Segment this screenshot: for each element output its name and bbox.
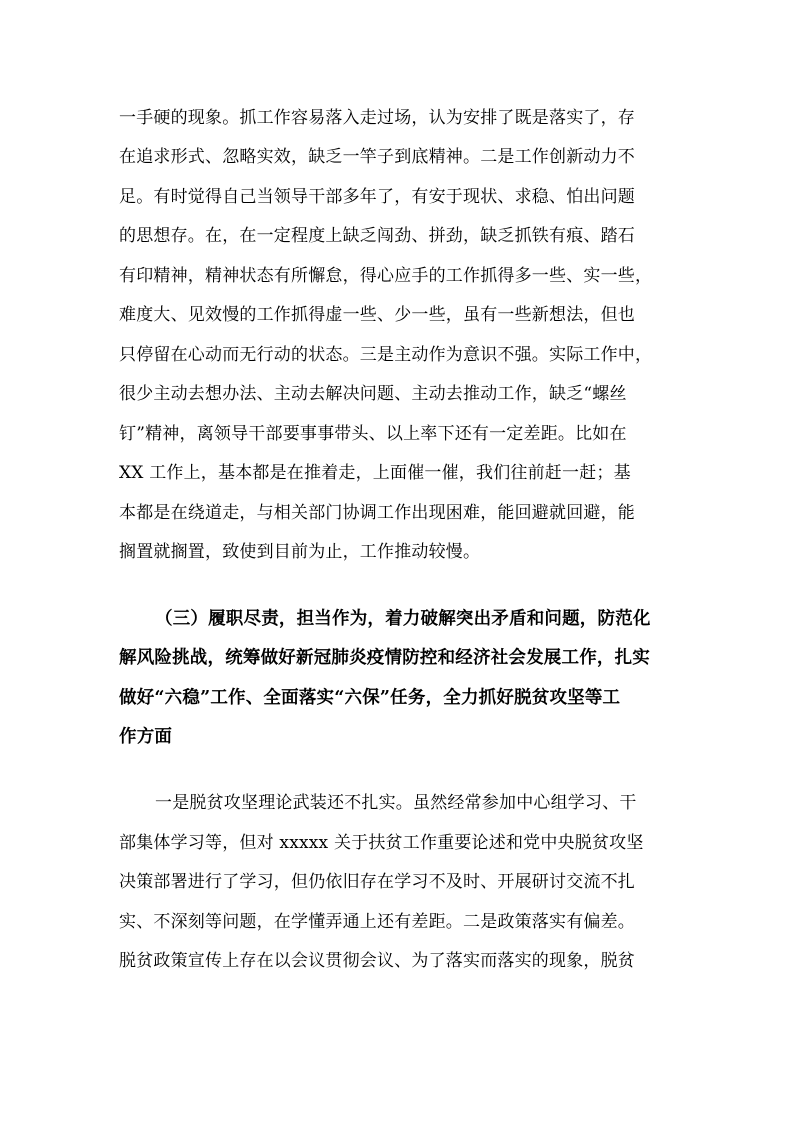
paragraph-line: 实、不深刻等问题，在学懂弄通上还有差距。二是政策落实有偏差。 (119, 912, 635, 932)
paragraph-line: 足。有时觉得自己当领导干部多年了，有安于现状、求稳、怕出问题 (119, 187, 635, 207)
paragraph-line: 难度大、见效慢的工作抓得虚一些、少一些，虽有一些新想法，但也 (119, 305, 635, 325)
paragraph-line: 有印精神，精神状态有所懈怠，得心应手的工作抓得多一些、实一些， (119, 266, 653, 286)
section-heading-line: 作方面 (119, 727, 173, 747)
paragraph-line: 部集体学习等，但对 xxxxx 关于扶贫工作重要论述和党中央脱贫攻坚 (119, 833, 644, 853)
paragraph-line: 决策部署进行了学习，但仍依旧存在学习不及时、开展研讨交流不扎 (119, 872, 635, 892)
paragraph-line: 在追求形式、忽略实效，缺乏一竿子到底精神。二是工作创新动力不 (119, 147, 635, 167)
paragraph-line: 一手硬的现象。抓工作容易落入走过场，认为安排了既是落实了，存 (119, 108, 635, 128)
paragraph-line: 很少主动去想办法、主动去解决问题、主动去推动工作，缺乏“螺丝 (119, 384, 627, 404)
paragraph-line: 脱贫政策宣传上存在以会议贯彻会议、为了落实而落实的现象，脱贫 (119, 951, 635, 971)
paragraph-line: 钉”精神，离领导干部要事事带头、以上率下还有一定差距。比如在 (119, 424, 627, 444)
paragraph-line: 一是脱贫攻坚理论武装还不扎实。虽然经常参加中心组学习、干 (155, 793, 637, 813)
paragraph-line: 搁置就搁置，致使到目前为止，工作推动较慢。 (119, 542, 481, 562)
section-heading-line: 做好“六稳”工作、全面落实“六保”任务，全力抓好脱贫攻坚等工 (119, 688, 621, 708)
paragraph-line: 只停留在心动而无行动的状态。三是主动作为意识不强。实际工作中， (119, 345, 653, 365)
paragraph-line: 的思想存。在，在一定程度上缺乏闯劲、拼劲，缺乏抓铁有痕、踏石 (119, 226, 635, 246)
section-heading-line: （三）履职尽责，担当作为，着力破解突出矛盾和问题，防范化 (155, 609, 651, 629)
paragraph-line: XX 工作上，基本都是在推着走，上面催一催，我们往前赶一赶；基 (119, 463, 631, 483)
paragraph-line: 本都是在绕道走，与相关部门协调工作出现困难，能回避就回避，能 (119, 503, 635, 523)
section-heading-line: 解风险挑战，统筹做好新冠肺炎疫情防控和经济社会发展工作，扎实 (119, 648, 650, 668)
